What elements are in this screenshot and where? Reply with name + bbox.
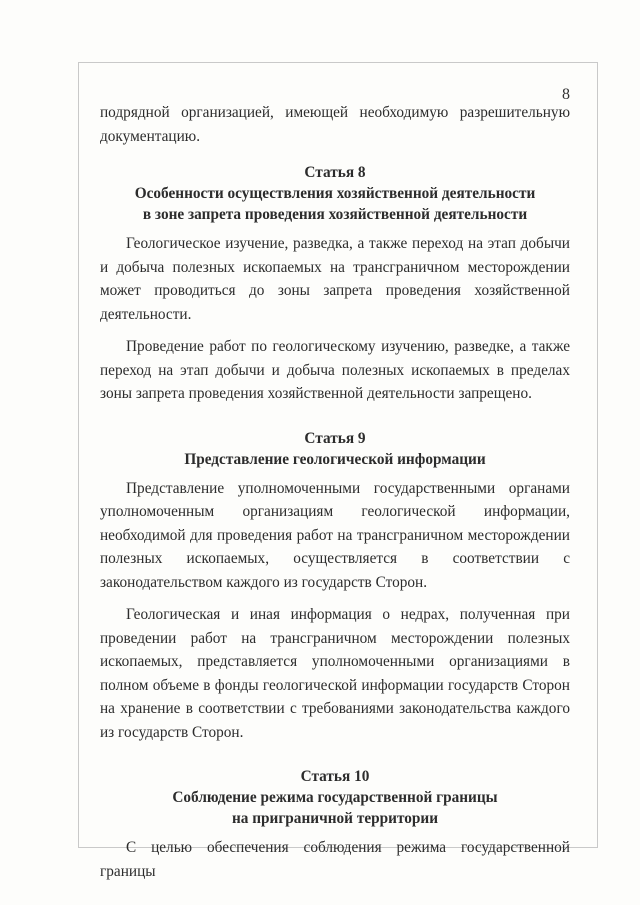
article-8-paragraph: Проведение работ по геологическому изучению, разведке, а также переход на этап добычи и добыча полезных ископаемых в пределах зоны запрета проведения хозяйственной деятельности запрещено. bbox=[100, 338, 570, 402]
article-10-title-line1: Соблюдение режима государственной границы bbox=[172, 789, 498, 806]
article-8-paragraph: Геологическое изучение, разведка, а также переход на этап добычи и добыча полезных ископаемых на трансграничном месторождении может проводиться до зоны запрета проведения хозяйственной деятельности. bbox=[100, 235, 570, 323]
page-number: 8 bbox=[562, 86, 570, 103]
article-9-paragraph: Представление уполномоченными государственными органами уполномоченным организациям геологической информации, необходимой для проведения работ на трансграничном месторождении полезных ископаемых, осуществляется в соответствии с законодательством каждого из государств Сторон. bbox=[100, 479, 570, 591]
document-body bbox=[100, 101, 570, 883]
article-8-title-line1: Особенности осуществления хозяйственной деятельности bbox=[134, 185, 536, 202]
article-9-title: Представление геологической информации bbox=[184, 450, 486, 468]
article-10-number: Статья 10 bbox=[300, 768, 370, 785]
article-9-number: Статья 9 bbox=[304, 429, 366, 447]
article-8-title-line2: в зоне запрета проведения хозяйственной деятельности bbox=[142, 206, 528, 223]
article-10-title-line2: на приграничной территории bbox=[231, 810, 439, 827]
article-8-number: Статья 8 bbox=[304, 164, 366, 181]
article-9-paragraph: Геологическая и иная информация о недрах, полученная при проведении работ на трансграничном месторождении полезных ископаемых, представляется уполномоченными организациями в полном объеме в фонды геологической информации государств Сторон на хранение в соответствии с требованиями законодательства каждого из государств Сторон. bbox=[100, 606, 570, 741]
intro-paragraph: подрядной организацией, имеющей необходимую разрешительную документацию. bbox=[100, 104, 570, 145]
article-10-paragraph: С целью обеспечения соблюдения режима государственной границы bbox=[100, 839, 570, 880]
